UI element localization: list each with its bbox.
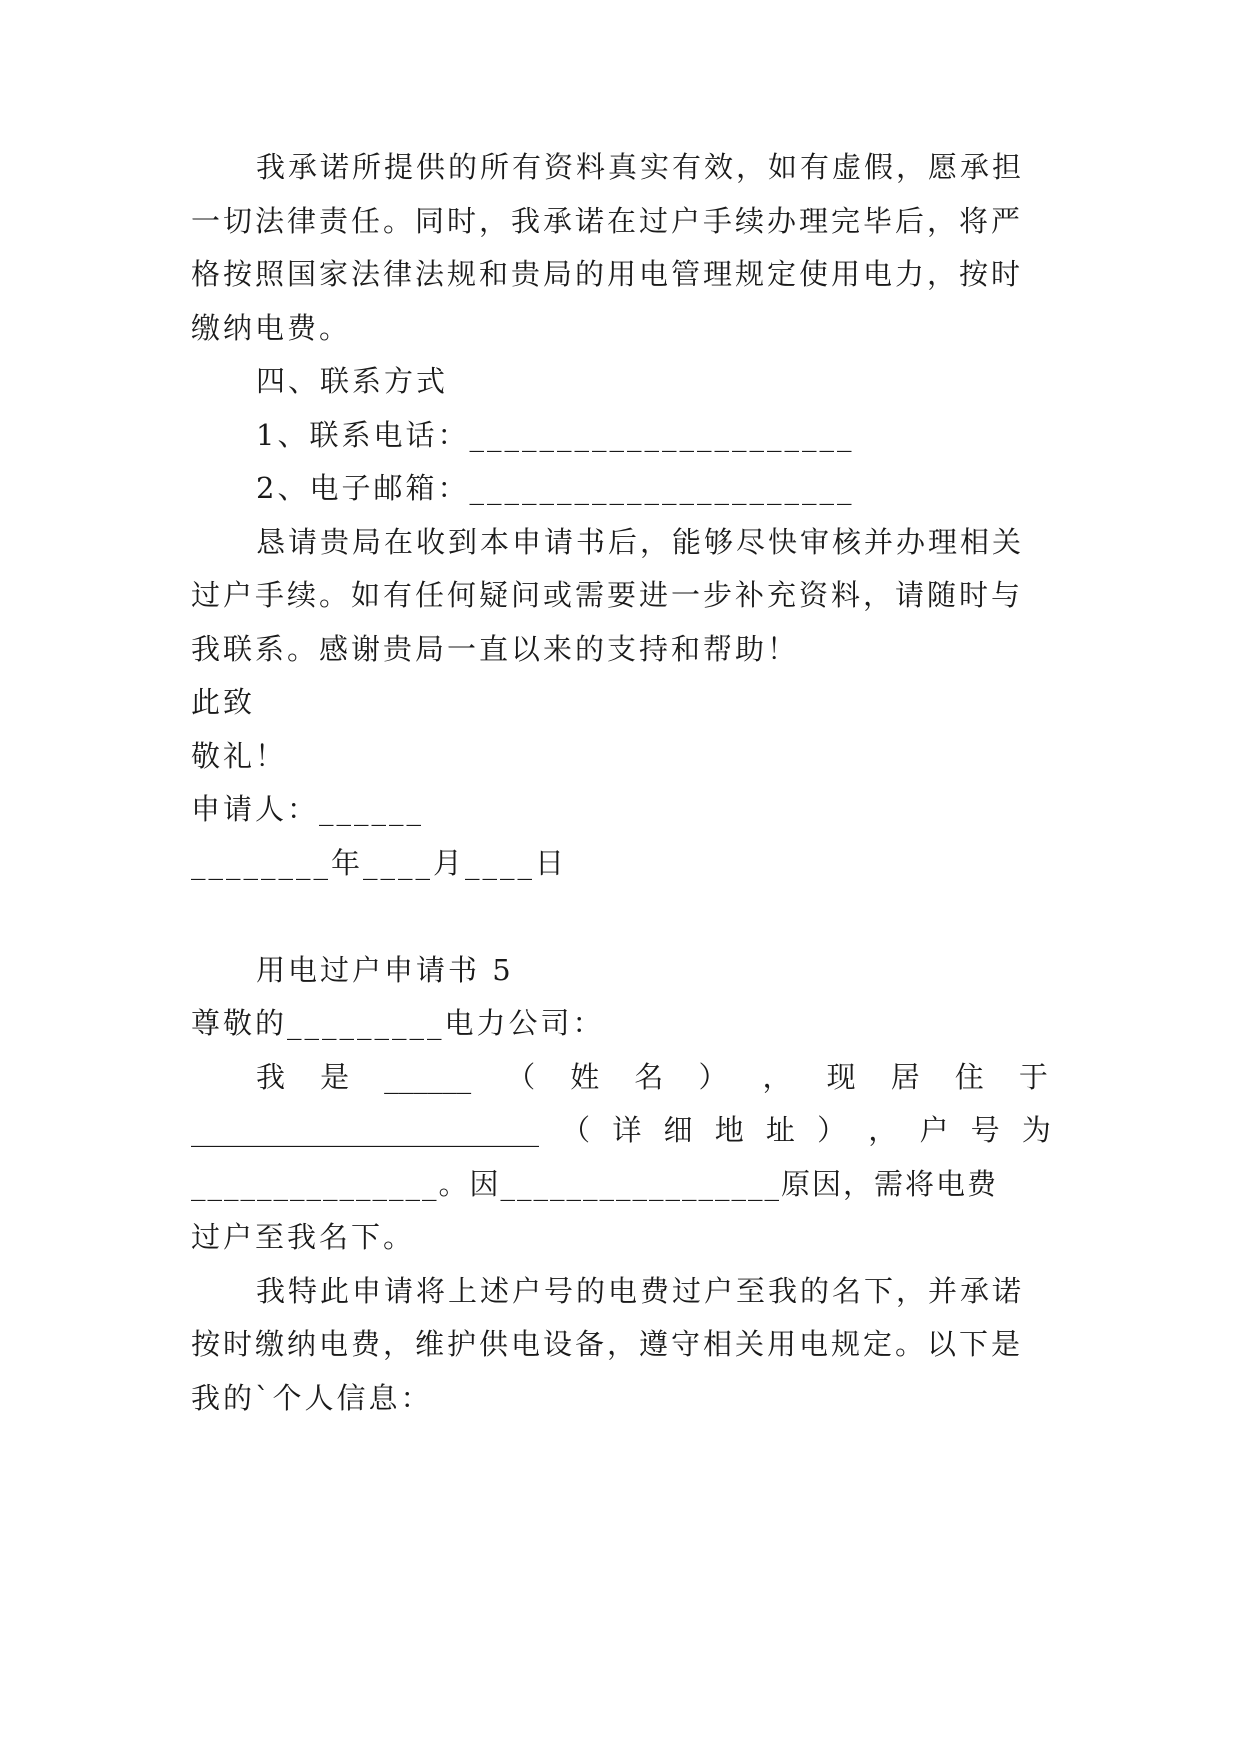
text-segment: 户 xyxy=(919,1113,949,1147)
paragraph-line: 一切法律责任。同时，我承诺在过户手续办理完毕后，将严 xyxy=(191,204,1024,238)
text-segment: 现 xyxy=(826,1060,856,1094)
paragraph-line: 格按照国家法律法规和贵局的用电管理规定使用电力，按时 xyxy=(191,257,1024,291)
text-segment: 是 xyxy=(320,1060,350,1094)
contact-email-line: 2、电子邮箱：______________________ xyxy=(256,471,855,505)
closing-salutation: 此致 xyxy=(191,685,256,719)
letter-title: 用电过户申请书 5 xyxy=(256,953,514,987)
paragraph-line: 按时缴纳电费，维护供电设备，遵守相关用电规定。以下是 xyxy=(191,1327,1024,1361)
text-segment: ， xyxy=(762,1060,792,1094)
intro-line-justified xyxy=(256,1057,1048,1097)
paragraph-line: 我特此申请将上述户号的电费过户至我的名下，并承诺 xyxy=(256,1274,1025,1308)
text-segment: 地 xyxy=(714,1113,744,1147)
text-segment: 于 xyxy=(1018,1060,1048,1094)
contact-phone-line: 1、联系电话：______________________ xyxy=(256,418,855,452)
date-line: ________年____月____日 xyxy=(191,846,568,880)
text-segment: ） xyxy=(817,1113,847,1147)
text-segment: ， xyxy=(868,1113,898,1147)
section-heading: 四、联系方式 xyxy=(256,364,449,398)
text-segment: 址 xyxy=(765,1113,795,1147)
text-segment: 详 xyxy=(612,1113,642,1147)
intro-line: _______________。因_________________原因，需将电费 xyxy=(191,1167,999,1201)
applicant-signature-line: 申请人：______ xyxy=(191,792,425,826)
text-segment: 为 xyxy=(1021,1113,1051,1147)
closing-salutation: 敬礼！ xyxy=(191,739,288,773)
paragraph-line: 恳请贵局在收到本申请书后，能够尽快审核并办理相关 xyxy=(256,525,1025,559)
text-segment: 号 xyxy=(970,1113,1000,1147)
text-segment: （ xyxy=(506,1060,536,1094)
paragraph-line: 缴纳电费。 xyxy=(191,311,352,345)
paragraph-line: 过户手续。如有任何疑问或需要进一步补充资料，请随时与 xyxy=(191,578,1024,612)
intro-line-justified xyxy=(191,1110,1051,1150)
text-segment: （ xyxy=(561,1113,591,1147)
paragraph-line: 我联系。感谢贵局一直以来的支持和帮助！ xyxy=(191,632,800,666)
text-segment: 名 xyxy=(634,1060,664,1094)
text-segment: 姓 xyxy=(570,1060,600,1094)
text-segment: 住 xyxy=(954,1060,984,1094)
paragraph-line: 我承诺所提供的所有资料真实有效，如有虚假，愿承担 xyxy=(256,150,1025,184)
letter-addressee: 尊敬的_________电力公司： xyxy=(191,1006,605,1040)
paragraph-line: 我的`个人信息： xyxy=(191,1381,433,1415)
text-segment: 细 xyxy=(663,1113,693,1147)
text-segment: 居 xyxy=(890,1060,920,1094)
intro-line: 过户至我名下。 xyxy=(191,1220,416,1254)
text-segment: ______ xyxy=(384,1060,472,1094)
text-segment: ） xyxy=(698,1060,728,1094)
text-segment: 我 xyxy=(256,1060,286,1094)
text-segment: ________________________ xyxy=(191,1113,539,1147)
